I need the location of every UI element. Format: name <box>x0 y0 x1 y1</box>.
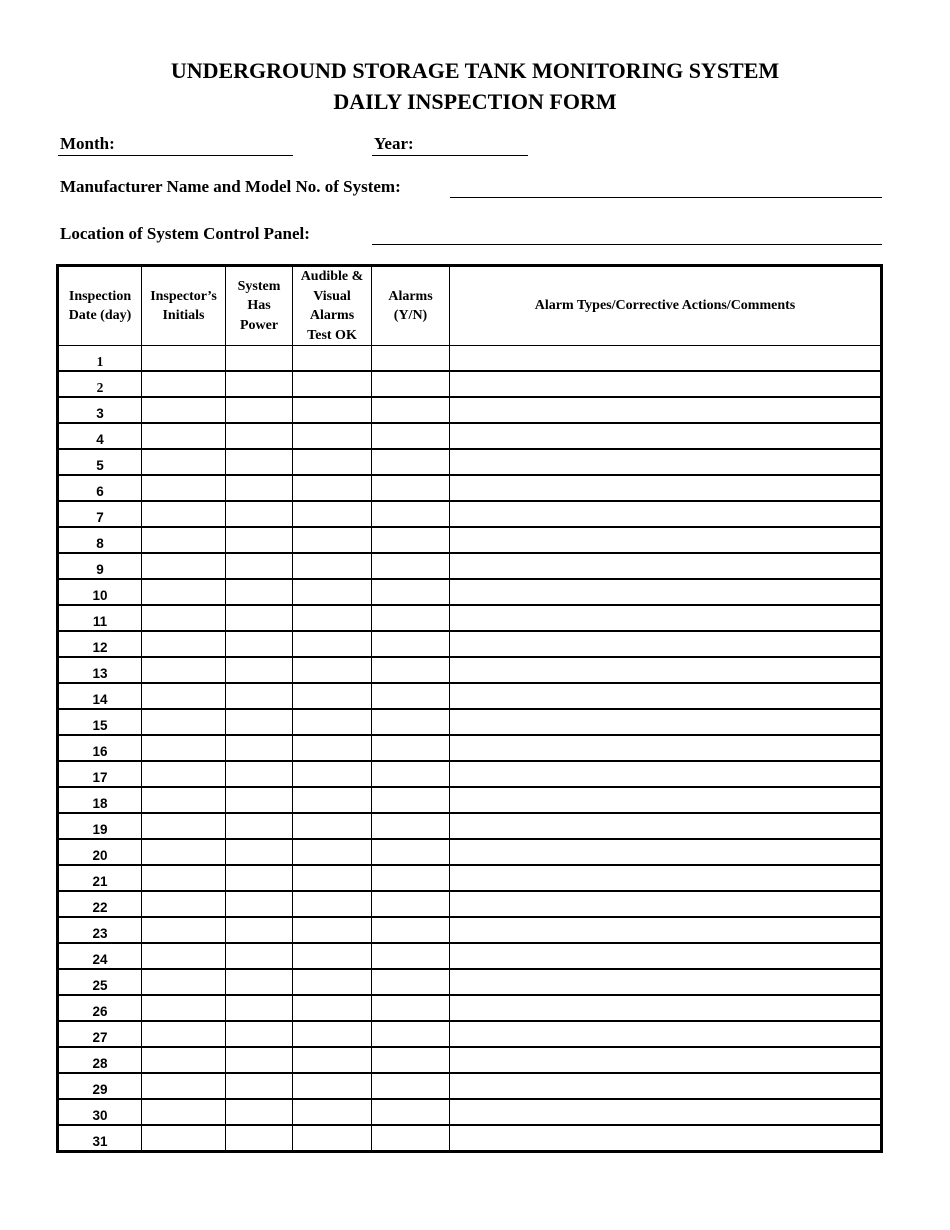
alarms-test-cell[interactable] <box>293 371 372 397</box>
initials-cell[interactable] <box>142 527 226 553</box>
alarms-test-cell[interactable] <box>293 1125 372 1152</box>
day-number: 26 <box>58 995 142 1021</box>
location-label: Location of System Control Panel: <box>60 224 310 243</box>
day-number: 8 <box>58 527 142 553</box>
header-text: Initials <box>162 308 205 323</box>
initials-cell[interactable] <box>142 865 226 891</box>
header-text: Inspector’s <box>150 288 217 304</box>
initials-cell[interactable] <box>142 943 226 969</box>
table-row <box>58 969 882 995</box>
comments-cell[interactable] <box>450 683 882 709</box>
day-number: 25 <box>58 969 142 995</box>
comments-cell[interactable] <box>450 423 882 449</box>
alarms-test-cell[interactable] <box>293 683 372 709</box>
inspection-table <box>56 264 883 1153</box>
alarms-yn-cell[interactable] <box>372 605 450 631</box>
power-cell[interactable] <box>226 917 293 943</box>
header-text: Alarms <box>309 308 355 323</box>
alarms-yn-cell[interactable] <box>372 371 450 397</box>
table-row <box>58 346 882 372</box>
header-comments <box>450 266 882 346</box>
initials-cell[interactable] <box>142 839 226 865</box>
power-cell[interactable] <box>226 1099 293 1125</box>
initials-cell[interactable] <box>142 1125 226 1152</box>
initials-cell[interactable] <box>142 553 226 579</box>
alarms-yn-cell[interactable] <box>372 917 450 943</box>
header-text: Alarms <box>388 288 433 304</box>
day-number: 12 <box>58 631 142 657</box>
day-number: 1 <box>58 346 142 372</box>
month-label: Month: <box>60 134 115 153</box>
header-inspection-date <box>58 266 142 346</box>
comments-cell[interactable] <box>450 1125 882 1152</box>
alarms-test-cell[interactable] <box>293 397 372 423</box>
day-number: 18 <box>58 787 142 813</box>
day-number: 24 <box>58 943 142 969</box>
comments-cell[interactable] <box>450 787 882 813</box>
header-text: Audible & <box>300 269 364 284</box>
initials-cell[interactable] <box>142 813 226 839</box>
manufacturer-field[interactable] <box>450 197 882 198</box>
header-system-power <box>226 266 293 346</box>
alarms-yn-cell[interactable] <box>372 449 450 475</box>
day-number: 22 <box>58 891 142 917</box>
power-cell[interactable] <box>226 657 293 683</box>
alarms-yn-cell[interactable] <box>372 346 450 372</box>
alarms-test-cell[interactable] <box>293 553 372 579</box>
alarms-yn-cell[interactable] <box>372 423 450 449</box>
table-row <box>58 761 882 787</box>
power-cell[interactable] <box>226 865 293 891</box>
table-row <box>58 605 882 631</box>
table-row <box>58 579 882 605</box>
power-cell[interactable] <box>226 813 293 839</box>
comments-cell[interactable] <box>450 865 882 891</box>
table-header-row <box>58 266 882 346</box>
alarms-yn-cell[interactable] <box>372 475 450 501</box>
table-row <box>58 449 882 475</box>
day-number: 19 <box>58 813 142 839</box>
table-row <box>58 423 882 449</box>
comments-cell[interactable] <box>450 605 882 631</box>
alarms-test-cell[interactable] <box>293 449 372 475</box>
alarms-yn-cell[interactable] <box>372 787 450 813</box>
day-number: 23 <box>58 917 142 943</box>
table-row <box>58 527 882 553</box>
table-row <box>58 501 882 527</box>
initials-cell[interactable] <box>142 709 226 735</box>
power-cell[interactable] <box>226 839 293 865</box>
alarms-yn-cell[interactable] <box>372 631 450 657</box>
header-text: Alarm Types/Corrective Actions/Comments <box>534 298 796 314</box>
comments-cell[interactable] <box>450 657 882 683</box>
power-cell[interactable] <box>226 397 293 423</box>
alarms-yn-cell[interactable] <box>372 1047 450 1073</box>
header-inspector-initials <box>142 266 226 346</box>
comments-cell[interactable] <box>450 1073 882 1099</box>
power-cell[interactable] <box>226 346 293 372</box>
day-number: 28 <box>58 1047 142 1073</box>
initials-cell[interactable] <box>142 683 226 709</box>
comments-cell[interactable] <box>450 709 882 735</box>
comments-cell[interactable] <box>450 943 882 969</box>
table-row <box>58 891 882 917</box>
power-cell[interactable] <box>226 735 293 761</box>
day-number: 29 <box>58 1073 142 1099</box>
comments-cell[interactable] <box>450 1099 882 1125</box>
alarms-yn-cell[interactable] <box>372 657 450 683</box>
day-number: 4 <box>58 423 142 449</box>
initials-cell[interactable] <box>142 969 226 995</box>
initials-cell[interactable] <box>142 1099 226 1125</box>
table-row <box>58 943 882 969</box>
power-cell[interactable] <box>226 579 293 605</box>
power-cell[interactable] <box>226 683 293 709</box>
alarms-yn-cell[interactable] <box>372 501 450 527</box>
initials-cell[interactable] <box>142 657 226 683</box>
alarms-yn-cell[interactable] <box>372 397 450 423</box>
day-number: 21 <box>58 865 142 891</box>
year-label: Year: <box>374 134 414 153</box>
day-number: 7 <box>58 501 142 527</box>
power-cell[interactable] <box>226 891 293 917</box>
table-row <box>58 553 882 579</box>
day-number: 16 <box>58 735 142 761</box>
power-cell[interactable] <box>226 371 293 397</box>
day-number: 9 <box>58 553 142 579</box>
table-row <box>58 865 882 891</box>
header-text: System <box>237 278 281 294</box>
table-row <box>58 735 882 761</box>
table-body <box>58 346 882 1152</box>
form-title-line-1: UNDERGROUND STORAGE TANK MONITORING SYSTEM <box>170 58 780 83</box>
alarms-test-cell[interactable] <box>293 995 372 1021</box>
alarms-test-cell[interactable] <box>293 579 372 605</box>
day-number: 30 <box>58 1099 142 1125</box>
power-cell[interactable] <box>226 1021 293 1047</box>
table-row <box>58 1047 882 1073</box>
table-row <box>58 1125 882 1152</box>
comments-cell[interactable] <box>450 346 882 372</box>
alarms-test-cell[interactable] <box>293 891 372 917</box>
power-cell[interactable] <box>226 605 293 631</box>
comments-cell[interactable] <box>450 995 882 1021</box>
table-row <box>58 657 882 683</box>
comments-cell[interactable] <box>450 1021 882 1047</box>
alarms-test-cell[interactable] <box>293 735 372 761</box>
initials-cell[interactable] <box>142 605 226 631</box>
alarms-yn-cell[interactable] <box>372 761 450 787</box>
table-row <box>58 839 882 865</box>
alarms-test-cell[interactable] <box>293 475 372 501</box>
initials-cell[interactable] <box>142 501 226 527</box>
header-text: Test OK <box>307 327 357 343</box>
comments-cell[interactable] <box>450 969 882 995</box>
table-row <box>58 1099 882 1125</box>
alarms-test-cell[interactable] <box>293 865 372 891</box>
table-row <box>58 709 882 735</box>
table-row <box>58 397 882 423</box>
initials-cell[interactable] <box>142 423 226 449</box>
comments-cell[interactable] <box>450 475 882 501</box>
initials-cell[interactable] <box>142 917 226 943</box>
alarms-test-cell[interactable] <box>293 527 372 553</box>
initials-cell[interactable] <box>142 579 226 605</box>
header-text: (Y/N) <box>393 308 428 323</box>
alarms-yn-cell[interactable] <box>372 891 450 917</box>
initials-cell[interactable] <box>142 787 226 813</box>
initials-cell[interactable] <box>142 891 226 917</box>
initials-cell[interactable] <box>142 475 226 501</box>
alarms-test-cell[interactable] <box>293 631 372 657</box>
alarms-test-cell[interactable] <box>293 1099 372 1125</box>
initials-cell[interactable] <box>142 397 226 423</box>
header-text: Power <box>239 317 279 333</box>
day-number: 10 <box>58 579 142 605</box>
alarms-yn-cell[interactable] <box>372 865 450 891</box>
power-cell[interactable] <box>226 1047 293 1073</box>
table-row <box>58 995 882 1021</box>
initials-cell[interactable] <box>142 371 226 397</box>
day-number: 15 <box>58 709 142 735</box>
comments-cell[interactable] <box>450 371 882 397</box>
location-field[interactable] <box>372 244 882 245</box>
table-row <box>58 475 882 501</box>
alarms-yn-cell[interactable] <box>372 1021 450 1047</box>
alarms-yn-cell[interactable] <box>372 813 450 839</box>
table-row <box>58 1021 882 1047</box>
alarms-yn-cell[interactable] <box>372 553 450 579</box>
comments-cell[interactable] <box>450 553 882 579</box>
power-cell[interactable] <box>226 501 293 527</box>
initials-cell[interactable] <box>142 761 226 787</box>
power-cell[interactable] <box>226 1073 293 1099</box>
day-number: 13 <box>58 657 142 683</box>
form-title-line-2: DAILY INSPECTION FORM <box>333 89 617 114</box>
initials-cell[interactable] <box>142 995 226 1021</box>
comments-cell[interactable] <box>450 735 882 761</box>
comments-cell[interactable] <box>450 631 882 657</box>
power-cell[interactable] <box>226 527 293 553</box>
power-cell[interactable] <box>226 761 293 787</box>
alarms-test-cell[interactable] <box>293 787 372 813</box>
day-number: 6 <box>58 475 142 501</box>
header-text: Inspection <box>68 288 132 304</box>
day-number: 14 <box>58 683 142 709</box>
power-cell[interactable] <box>226 1125 293 1152</box>
comments-cell[interactable] <box>450 1047 882 1073</box>
alarms-yn-cell[interactable] <box>372 995 450 1021</box>
initials-cell[interactable] <box>142 735 226 761</box>
initials-cell[interactable] <box>142 1021 226 1047</box>
alarms-test-cell[interactable] <box>293 917 372 943</box>
power-cell[interactable] <box>226 449 293 475</box>
year-field[interactable] <box>372 155 528 156</box>
comments-cell[interactable] <box>450 917 882 943</box>
comments-cell[interactable] <box>450 839 882 865</box>
alarms-yn-cell[interactable] <box>372 839 450 865</box>
month-field[interactable] <box>58 155 293 156</box>
table-row <box>58 787 882 813</box>
header-alarms-yn <box>372 266 450 346</box>
day-number: 31 <box>58 1125 142 1152</box>
initials-cell[interactable] <box>142 631 226 657</box>
alarms-test-cell[interactable] <box>293 1021 372 1047</box>
power-cell[interactable] <box>226 423 293 449</box>
comments-cell[interactable] <box>450 761 882 787</box>
alarms-yn-cell[interactable] <box>372 1125 450 1152</box>
header-alarms-test <box>293 266 372 346</box>
header-text: Has <box>247 298 271 314</box>
alarms-yn-cell[interactable] <box>372 735 450 761</box>
alarms-test-cell[interactable] <box>293 605 372 631</box>
initials-cell[interactable] <box>142 449 226 475</box>
power-cell[interactable] <box>226 631 293 657</box>
power-cell[interactable] <box>226 995 293 1021</box>
table-row <box>58 371 882 397</box>
alarms-yn-cell[interactable] <box>372 579 450 605</box>
table-row <box>58 1073 882 1099</box>
power-cell[interactable] <box>226 709 293 735</box>
alarms-yn-cell[interactable] <box>372 969 450 995</box>
header-text: Date (day) <box>68 308 132 323</box>
comments-cell[interactable] <box>450 527 882 553</box>
alarms-test-cell[interactable] <box>293 346 372 372</box>
day-number: 20 <box>58 839 142 865</box>
table-row <box>58 917 882 943</box>
day-number: 17 <box>58 761 142 787</box>
comments-cell[interactable] <box>450 579 882 605</box>
header-text: Visual <box>313 288 351 304</box>
alarms-yn-cell[interactable] <box>372 943 450 969</box>
power-cell[interactable] <box>226 475 293 501</box>
comments-cell[interactable] <box>450 501 882 527</box>
day-number: 3 <box>58 397 142 423</box>
alarms-yn-cell[interactable] <box>372 1073 450 1099</box>
alarms-test-cell[interactable] <box>293 969 372 995</box>
alarms-test-cell[interactable] <box>293 813 372 839</box>
day-number: 27 <box>58 1021 142 1047</box>
alarms-test-cell[interactable] <box>293 1047 372 1073</box>
alarms-test-cell[interactable] <box>293 1073 372 1099</box>
day-number: 2 <box>58 371 142 397</box>
comments-cell[interactable] <box>450 891 882 917</box>
alarms-test-cell[interactable] <box>293 709 372 735</box>
alarms-test-cell[interactable] <box>293 943 372 969</box>
power-cell[interactable] <box>226 969 293 995</box>
initials-cell[interactable] <box>142 1073 226 1099</box>
alarms-test-cell[interactable] <box>293 423 372 449</box>
initials-cell[interactable] <box>142 346 226 372</box>
alarms-test-cell[interactable] <box>293 501 372 527</box>
alarms-yn-cell[interactable] <box>372 527 450 553</box>
table-row <box>58 631 882 657</box>
comments-cell[interactable] <box>450 813 882 839</box>
manufacturer-label: Manufacturer Name and Model No. of System: <box>60 177 401 196</box>
power-cell[interactable] <box>226 943 293 969</box>
initials-cell[interactable] <box>142 1047 226 1073</box>
alarms-yn-cell[interactable] <box>372 709 450 735</box>
alarms-test-cell[interactable] <box>293 839 372 865</box>
alarms-yn-cell[interactable] <box>372 683 450 709</box>
day-number: 11 <box>58 605 142 631</box>
table-row <box>58 683 882 709</box>
power-cell[interactable] <box>226 553 293 579</box>
alarms-test-cell[interactable] <box>293 761 372 787</box>
power-cell[interactable] <box>226 787 293 813</box>
alarms-test-cell[interactable] <box>293 657 372 683</box>
comments-cell[interactable] <box>450 449 882 475</box>
comments-cell[interactable] <box>450 397 882 423</box>
table-row <box>58 813 882 839</box>
alarms-yn-cell[interactable] <box>372 1099 450 1125</box>
day-number: 5 <box>58 449 142 475</box>
